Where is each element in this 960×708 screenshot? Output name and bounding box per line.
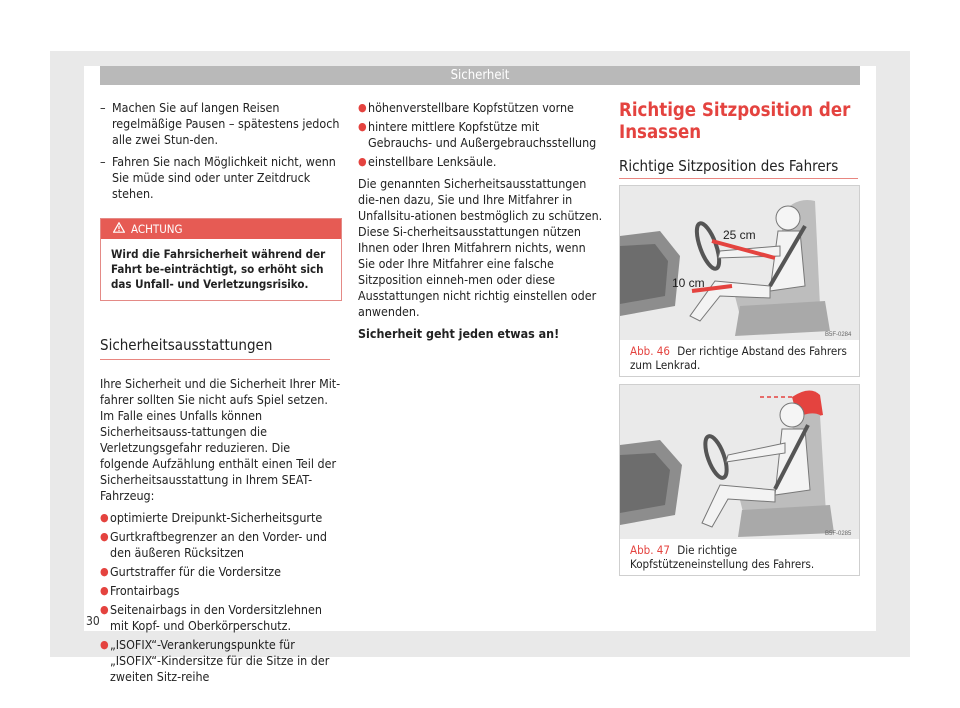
warning-text: Wird die Fahrsicherheit während der Fahrt be-einträchtigt, so erhöht sich das Unfall- und Verletzungsrisiko.: [111, 247, 326, 291]
list-item: ● höhenverstellbare Kopfstützen vorne: [358, 100, 574, 115]
section-title: Sicherheitsausstattungen: [100, 337, 330, 360]
dim-label-25: 25 cm: [723, 228, 756, 242]
warning-triangle-icon: [113, 219, 125, 239]
figure-code: B5F-0284: [825, 332, 852, 338]
dim-label-10: 10 cm: [672, 276, 705, 290]
list-item: ● Gurtkraftbegrenzer an den Vorder- und den äußeren Rücksitzen: [100, 529, 327, 560]
column-middle: [358, 100, 603, 348]
emphasis-line: Sicherheit geht jeden etwas an!: [358, 326, 560, 341]
list-item: ● optimierte Dreipunkt-Sicherheitsgurte: [100, 510, 323, 525]
list-item: ● Frontairbags: [100, 583, 180, 598]
driver-distance-illustration: [620, 186, 859, 340]
chapter-header: Sicherheit: [100, 66, 860, 85]
figure-number: Abb. 47: [630, 543, 670, 557]
warning-label: ACHTUNG: [131, 222, 183, 236]
body-paragraph: Die genannten Sicherheitsausstattungen die-nen dazu, Sie und Ihre Mitfahrer in Unfallsitu-ationen bestmöglich zu schützen. Diese Si-cherheitsausstattungen nützen Ihnen oder Ihren Mitfahrern nichts, wenn Sie oder Ihre Mitfahrer eine falsche Sitzposition einneh-men oder diese Ausstattungen nicht richtig einstellen oder anwenden.: [358, 176, 603, 319]
list-item: ● „ISOFIX“-Verankerungspunkte für „ISOFIX“-Kindersitze für die Sitze in der zweiten Sitz-reihe: [100, 637, 330, 684]
figure-code: B5F-0285: [825, 531, 852, 537]
column-right: [619, 100, 860, 179]
list-item: ● Seitenairbags in den Vordersitzlehnen mit Kopf- und Oberkörperschutz.: [100, 602, 322, 633]
subsection-title: Richtige Sitzposition des Fahrers: [619, 158, 858, 179]
warning-header: [101, 219, 341, 239]
figure-caption-text: Der richtige Abstand des Fahrers zum Lenkrad.: [630, 344, 847, 372]
column-left: [100, 100, 342, 688]
figure-caption-text: Die richtige Kopfstützeneinstellung des Fahrers.: [630, 543, 815, 571]
list-item: ● hintere mittlere Kopfstütze mit Gebrauchs- und Außergebrauchsstellung: [358, 119, 597, 150]
warning-box: [100, 218, 342, 301]
headrest-illustration: [620, 385, 859, 539]
figure-47: [619, 384, 860, 576]
figure-caption: [630, 543, 852, 571]
chapter-title: Richtige Sitzposition der Insassen: [619, 100, 851, 143]
page-number: 30: [86, 614, 100, 628]
list-item: – Fahren Sie nach Möglichkeit nicht, wenn Sie müde sind oder unter Zeitdruck stehen.: [100, 154, 336, 201]
list-item: – Machen Sie auf langen Reisen regelmäßige Pausen – spätestens jedoch alle zwei Stun-den.: [100, 100, 340, 147]
figure-46: [619, 185, 860, 377]
intro-paragraph: Ihre Sicherheit und die Sicherheit Ihrer Mit-fahrer sollten Sie nicht aufs Spiel setzen. Im Falle eines Unfalls können Sicherheitsauss-tattungen die Verletzungsgefahr reduzieren. Die folgende Aufzählung enthält einen Teil der Sicherheitsausstattung in Ihrem SEAT-Fahrzeug:: [100, 376, 341, 503]
figure-number: Abb. 46: [630, 344, 670, 358]
list-item: ● Gurtstraffer für die Vordersitze: [100, 564, 281, 579]
list-item: ● einstellbare Lenksäule.: [358, 154, 497, 169]
figure-caption: [630, 344, 852, 372]
